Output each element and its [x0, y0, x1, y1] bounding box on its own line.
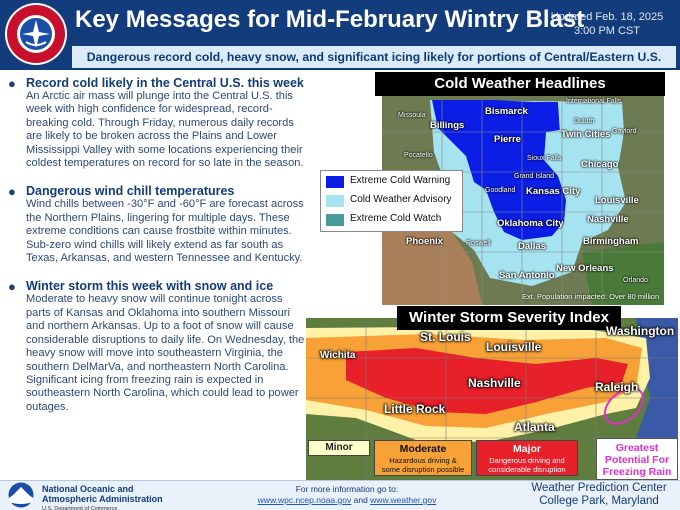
storm-city-label: Wichita — [320, 350, 356, 361]
storm-city-label: Atlanta — [514, 420, 555, 434]
storm-city-label: Washington — [606, 324, 675, 338]
message-wind-chill — [6, 184, 306, 265]
wpc-line: Weather Prediction Center — [531, 482, 667, 494]
cold-weather-title: Cold Weather Headlines — [375, 72, 665, 96]
wpc-credit — [524, 482, 674, 508]
noaa-line: National Oceanic and — [42, 484, 134, 494]
freezing-rain-callout — [596, 438, 678, 480]
city-label: Bismarck — [485, 106, 528, 117]
message-record-cold — [6, 76, 306, 170]
city-label: San Antonio — [499, 270, 555, 281]
storm-city-label: Raleigh — [595, 380, 639, 394]
severity-major — [476, 440, 578, 476]
severity-moderate-label: Moderate — [399, 443, 447, 455]
nws-logo-icon — [4, 2, 68, 66]
severity-major-label: Major — [512, 443, 541, 455]
severity-major-desc: considerable disruption — [488, 465, 566, 474]
freezing-rain-line: Greatest — [615, 442, 659, 454]
legend-item-cold-weather-advisory — [324, 192, 462, 210]
weather-gov-link[interactable]: www.weather.gov — [370, 495, 437, 505]
freezing-rain-line: Potential For — [604, 454, 670, 466]
page-title: Key Messages for Mid-February Wintry Blast — [75, 6, 585, 33]
noaa-line: Atmospheric Administration — [42, 494, 163, 504]
link-separator: and — [353, 495, 368, 505]
city-label: Louisville — [595, 195, 639, 206]
city-label: Billings — [430, 120, 465, 131]
city-label-small: Grand Island — [514, 173, 555, 180]
bullet-icon: ● — [8, 184, 16, 200]
severity-minor: Minor — [308, 440, 370, 456]
message-body: Wind chills between -30°F and -60°F are forecast across the Northern Plains, lingering for multiple days. These extreme conditions can cause frostbite within minutes. Sub-zero wind chills will likely extend as far south as Texas, Arkansas, and western Tennessee and Kentucky. — [26, 198, 304, 265]
city-label: Kansas City — [526, 186, 581, 197]
cold-weather-legend — [320, 170, 463, 232]
more-info-links — [236, 495, 458, 506]
legend-item-extreme-cold-watch — [324, 211, 462, 229]
more-info-text: For more information go to: — [295, 484, 399, 494]
updated-timestamp — [542, 10, 672, 38]
city-label: Dallas — [518, 241, 546, 252]
legend-item-extreme-cold-warning — [324, 173, 462, 191]
message-title: Dangerous wind chill temperatures — [26, 184, 235, 199]
updated-date: Updated Feb. 18, 2025 — [550, 11, 664, 23]
key-messages — [6, 76, 306, 428]
wpc-link[interactable]: www.wpc.ncep.noaa.gov — [257, 495, 352, 505]
storm-city-label: Little Rock — [384, 402, 446, 416]
city-label: Phoenix — [406, 236, 443, 247]
severity-major-desc: Dangerous driving and — [489, 456, 565, 465]
legend-swatch — [326, 176, 344, 188]
severity-moderate — [374, 440, 472, 476]
city-label-small: Missoula — [398, 112, 426, 119]
message-body: Moderate to heavy snow will continue tonight across parts of Kansas and Oklahoma into southern Missouri and northern Arkansas. Up to a foot of snow will cause considerable disruptions to daily life. On Wednesday, the heavy snow will move into southeastern Virginia, the southern DelMarVa, and northeastern North Carolina. Significant icing from freezing rain is expected in southeastern North Carolina, which could lead to power outages. — [26, 293, 305, 413]
city-label-small: Duluth — [574, 118, 595, 125]
city-label: Chicago — [581, 159, 619, 170]
city-label: Oklahoma City — [497, 218, 564, 229]
city-label: New Orleans — [556, 263, 614, 274]
bullet-icon: ● — [8, 279, 16, 295]
city-label-small: Orlando — [623, 277, 648, 284]
bullet-icon: ● — [8, 76, 16, 91]
more-info — [236, 484, 458, 506]
city-label-small: International Falls — [566, 98, 622, 105]
city-label-small: Roswell — [466, 240, 491, 247]
legend-label: Cold Weather Advisory — [350, 194, 452, 205]
noaa-logo-icon — [6, 482, 36, 508]
city-label-small: Sioux Falls — [527, 155, 562, 162]
storm-city-label: St. Louis — [420, 330, 471, 344]
city-label-small: Pocatello — [404, 152, 433, 159]
city-label: Pierre — [494, 134, 521, 145]
city-label: Nashville — [587, 214, 629, 225]
city-label-small: Gaylord — [612, 128, 637, 135]
storm-city-label: Louisville — [486, 340, 542, 354]
wpc-line: College Park, Maryland — [539, 495, 659, 507]
noaa-dept: U.S. Department of Commerce — [42, 506, 118, 510]
severity-moderate-desc: some disruption possible — [381, 465, 465, 474]
legend-swatch — [326, 214, 344, 226]
storm-city-label: Nashville — [468, 376, 521, 390]
updated-time: 3:00 PM CST — [573, 25, 641, 37]
legend-label: Extreme Cold Warning — [350, 175, 451, 186]
message-winter-storm — [6, 279, 306, 414]
freezing-rain-line: Freezing Rain — [602, 466, 672, 478]
legend-label: Extreme Cold Watch — [350, 213, 442, 224]
city-label: Birmingham — [583, 236, 639, 247]
winter-storm-title: Winter Storm Severity Index — [397, 306, 621, 330]
message-body: An Arctic air mass will plunge into the Central U.S. this week with high confidence for widespread, record-breaking cold. Through Friday, numerous daily records are likely to be broken across the Plains and Lower Mississippi Valley with some locations experiencing their coldest temperatures on record for so late in the season. — [26, 90, 304, 170]
message-title: Winter storm this week with snow and ice — [26, 279, 274, 294]
severity-moderate-desc: Hazardous driving & — [389, 456, 457, 465]
noaa-name — [42, 484, 163, 510]
city-label: Twin Cities — [561, 129, 611, 140]
page-subtitle: Dangerous record cold, heavy snow, and significant icing likely for portions of Central/Eastern U.S. — [72, 46, 676, 68]
population-footnote: Ext. Population impacted: Over 80 million — [522, 292, 660, 301]
city-label-small: Goodland — [485, 187, 516, 194]
legend-swatch — [326, 195, 344, 207]
message-title: Record cold likely in the Central U.S. this week — [26, 76, 304, 90]
